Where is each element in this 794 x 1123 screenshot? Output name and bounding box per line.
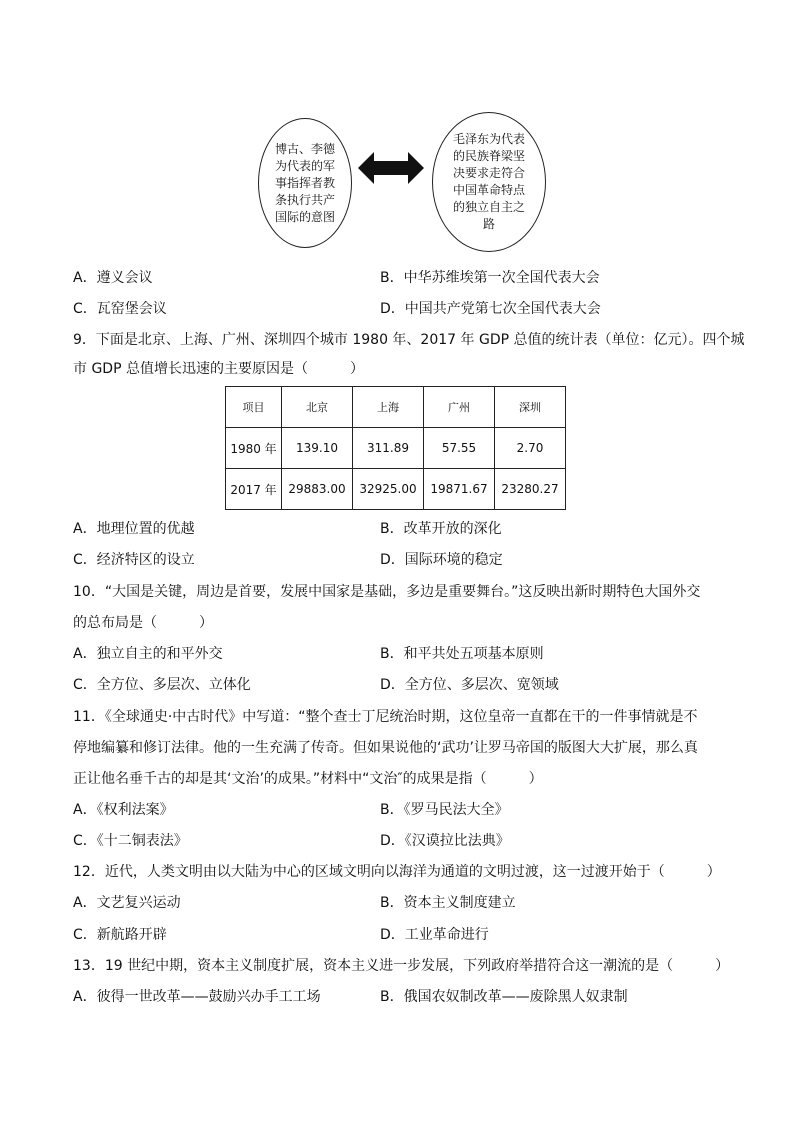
- right-ellipse: [432, 112, 546, 252]
- table-row: [226, 469, 566, 510]
- q12-option-b[interactable]: B．资本主义制度建立: [380, 895, 516, 911]
- q12-stem-line1: 12．近代，人类文明由以大陆为中心的区域文明向以海洋为通道的文明过渡，这一过渡开始于（ ）: [73, 864, 721, 880]
- q10-option-c[interactable]: C．全方位、多层次、立体化: [73, 677, 251, 693]
- gdp-table: [225, 386, 566, 510]
- q11-stem-line1: 11．《全球通史·中古时代》中写道：“整个查士丁尼统治时期，这位皇帝一直都在干的一件事情就是不: [73, 709, 698, 725]
- q12-option-c[interactable]: C．新航路开辟: [73, 927, 167, 943]
- double-arrow-icon: [358, 150, 424, 186]
- q10-option-d[interactable]: D．全方位、多层次、宽领域: [380, 677, 559, 693]
- q11-option-d[interactable]: D．《汉谟拉比法典》: [380, 833, 510, 849]
- q9-stem-line2: 市 GDP 总值增长迅速的主要原因是（ ）: [73, 361, 364, 377]
- table-cell: 23280.27: [495, 469, 566, 510]
- q9-option-c[interactable]: C．经济特区的设立: [73, 552, 195, 568]
- q9-option-d[interactable]: D．国际环境的稳定: [380, 552, 503, 568]
- q13-option-b[interactable]: B．俄国农奴制改革——废除黑人奴隶制: [380, 989, 628, 1005]
- left-ellipse: [258, 118, 352, 248]
- q11-option-b[interactable]: B．《罗马民法大全》: [380, 802, 509, 818]
- q11-option-c[interactable]: C．《十二铜表法》: [73, 833, 188, 849]
- q8-option-a[interactable]: A．遵义会议: [73, 270, 153, 286]
- q10-stem-line1: 10．“大国是关键，周边是首要，发展中国家是基础，多边是重要舞台。”这反映出新时期特色大国外交: [73, 584, 701, 600]
- left-ellipse-text: 博古、李德为代表的军事指挥者教条执行共产国际的意图: [274, 141, 335, 224]
- q9-option-a[interactable]: A．地理位置的优越: [73, 521, 195, 537]
- table-cell: 2017 年: [226, 469, 282, 510]
- table-header-cell: 北京: [282, 387, 353, 428]
- q11-stem-line2: 停地编纂和修订法律。他的一生充满了传奇。但如果说他的‘武功’让罗马帝国的版图大大扩展，那么真: [73, 740, 698, 756]
- table-cell: 1980 年: [226, 428, 282, 469]
- table-cell: 29883.00: [282, 469, 353, 510]
- q10-option-a[interactable]: A．独立自主的和平外交: [73, 646, 223, 662]
- q10-stem-line2: 的总布局是（ ）: [73, 615, 213, 631]
- q10-option-b[interactable]: B．和平共处五项基本原则: [380, 646, 544, 662]
- table-header-cell: 项目: [226, 387, 282, 428]
- table-header-row: [226, 387, 566, 428]
- table-cell: 19871.67: [424, 469, 495, 510]
- table-cell: 32925.00: [353, 469, 424, 510]
- q9-option-b[interactable]: B．改革开放的深化: [380, 521, 502, 537]
- q9-stem-line1: 9．下面是北京、上海、广州、深圳四个城市 1980 年、2017 年 GDP 总值的统计表（单位：亿元）。四个城: [73, 332, 745, 348]
- table-header-cell: 上海: [353, 387, 424, 428]
- q13-option-a[interactable]: A．彼得一世改革——鼓励兴办手工工场: [73, 989, 321, 1005]
- table-cell: 2.70: [495, 428, 566, 469]
- table-header-cell: 深圳: [495, 387, 566, 428]
- right-ellipse-text: 毛泽东为代表的民族脊梁坚决要求走符合中国革命特点的独立自主之路: [452, 132, 525, 231]
- q12-option-a[interactable]: A．文艺复兴运动: [73, 895, 181, 911]
- q11-option-a[interactable]: A．《权利法案》: [73, 802, 174, 818]
- q12-option-d[interactable]: D．工业革命进行: [380, 927, 489, 943]
- q8-option-c[interactable]: C．瓦窑堡会议: [73, 301, 167, 317]
- q11-stem-line3: 正让他名垂千古的却是其‘文治’的成果。”材料中“文治″的成果是指（ ）: [73, 771, 543, 787]
- q13-stem-line1: 13．19 世纪中期，资本主义制度扩展，资本主义进一步发展，下列政府举措符合这一潮流的是（ ）: [73, 958, 730, 974]
- q8-option-b[interactable]: B．中华苏维埃第一次全国代表大会: [380, 270, 600, 286]
- table-cell: 57.55: [424, 428, 495, 469]
- table-row: [226, 428, 566, 469]
- table-header-cell: 广州: [424, 387, 495, 428]
- table-cell: 311.89: [353, 428, 424, 469]
- table-cell: 139.10: [282, 428, 353, 469]
- q8-option-d[interactable]: D．中国共产党第七次全国代表大会: [380, 301, 601, 317]
